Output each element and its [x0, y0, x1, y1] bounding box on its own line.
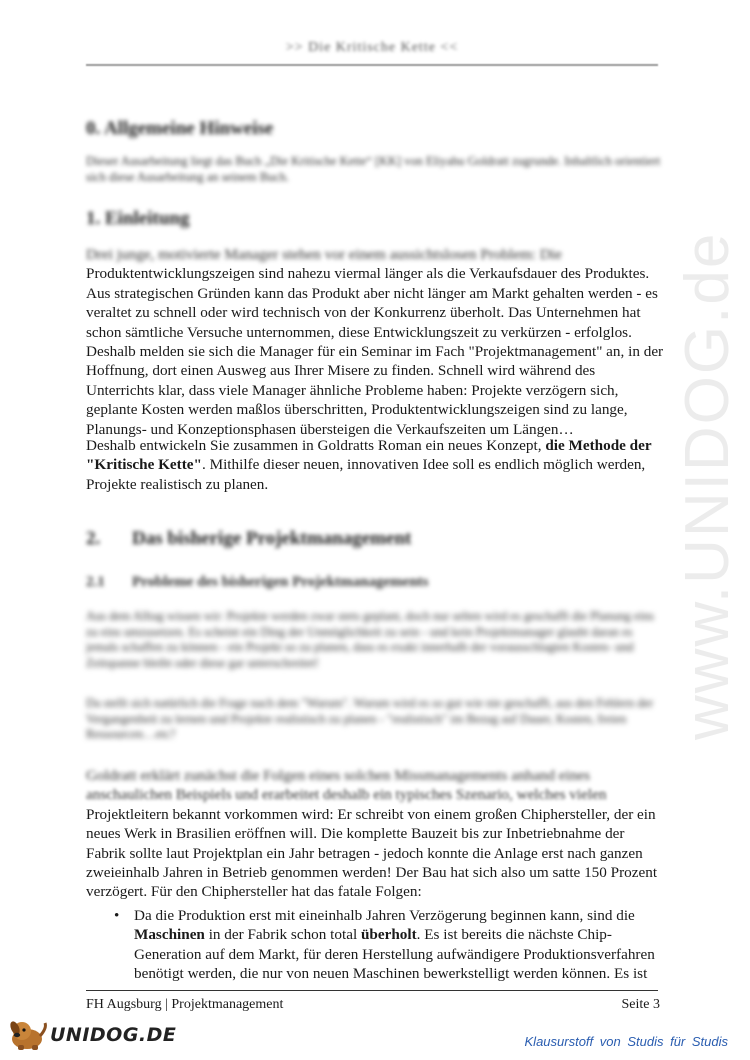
section-1-blurred-line: Drei junge, motivierte Manager stehen vor einem aussichtslosen Problem: Die [86, 246, 562, 263]
header-rule [86, 64, 658, 66]
page-number: Seite 3 [621, 997, 660, 1012]
section-2-1-para-3 [86, 766, 666, 902]
bullet-text-3: . Es ist bereits die nächste Chip-Generation auf dem Markt, für deren Herstellung aufwändigere Produktionsverfahren benötigt werden, die nur von neuen Maschinen bewerkstelligt werden können. Es ist [134, 926, 655, 983]
section-1-heading: 1. Einleitung [86, 208, 190, 229]
section-1-para-2-start: Deshalb entwickeln Sie zusammen in Goldratts Roman ein neues Konzept, [86, 437, 546, 454]
bullet-bold-1: Maschinen [134, 926, 205, 944]
list-item [86, 906, 666, 984]
section-0-heading: 0. Allgemeine Hinweise [86, 118, 274, 139]
section-2-1-title: Probleme des bisherigen Projektmanagements [132, 574, 429, 590]
section-2-1-blurred-line-a: Goldratt erklärt zunächst die Folgen eines solchen Missmanagements anhand eines [86, 767, 590, 784]
bullet-bold-2: überholt [360, 926, 417, 944]
consequence-list [86, 906, 666, 984]
section-1-text: Produktentwicklungszeigen sind nahezu viermal länger als die Verkaufsdauer des Produktes. Aus strategischen Gründen kann das Produkt aber nicht länger am Markt gehalten werden - es veraltet zu schnell oder wird technisch von der Konkurrenz überholt. Das Unternehmen hat schon sämtliche Versuche unternommen, diese Entwicklungszeit zu verkürzen - erfolglos. Deshalb melden sie sich die Manager für ein Seminar im Fach "Projektmanagement" an, in der Hoffnung, dort einen Ausweg aus Ihrer Misere zu finden. Schnell wird während des Unterrichts klar, dass viele Manager ähnliche Probleme haben: Projekte verzögern sich, geplante Kosten werden maßlos überschritten, Produktentwicklungszeigen sind zu lange, Planungs- und Konzeptionsphasen übersteigen die Verkaufszeiten um Längen… [86, 265, 664, 438]
section-2-1-para-1: Aus dem Alltag wissen wir: Projekte werden zwar stets geplant, doch nur selten wird es geschafft die Planung eins zu eins umzusetzen. Es scheint ein Ding der Unmöglichkeit zu sein - und kein Projektmanager glaubt daran es jemals schaffen zu können - ein Projekt so zu planen, dass es exakt innerhalb der vorausschlagten Kosten- und Zeitspanne bleibt oder diese gar unterschreitet! [86, 609, 654, 670]
unidog-logo[interactable] [6, 1018, 177, 1052]
bullet-text-2: in der Fabrik schon total [204, 926, 361, 944]
logo-text: UNIDOG.DE [50, 1024, 177, 1046]
section-2-heading [86, 528, 411, 550]
section-1-para-2-bold: die Methode der "Kritische Kette" [86, 437, 652, 474]
section-2-1-heading [86, 574, 429, 591]
section-2-1-number: 2.1 [86, 574, 105, 590]
page-header-title: >> Die Kritische Kette << [285, 40, 459, 55]
tagline: Klausurstoff von Studis für Studis [524, 1034, 728, 1049]
section-2-1-blurred-line-b: anschaulichen Beispiels und erarbeitet deshalb ein typisches Szenario, welches vielen [86, 786, 607, 804]
section-2-title: Das bisherige Projektmanagement [132, 528, 412, 549]
section-2-number: 2. [86, 528, 101, 549]
section-2-1-text: Projektleitern bekannt vorkommen wird: Er schreibt von einem großen Chiphersteller, der ein neues Werk in Brasilien eröffnen will. Die komplette Bauzeit bis zur Inbetriebnahme der Fabrik sollte laut Projektplan ein Jahr betragen - jedoch konnte die Anlage erst nach ganzen zweieinhalb Jahren in Betrieb genommen werden! Der Bau hat sich also um satte 150 Prozent verzögert. Für den Chiphersteller hat das fatale Folgen: [86, 805, 658, 901]
bullet-text-1: Da die Produktion erst mit eineinhalb Jahren Verzögerung beginnen kann, sind die [134, 907, 635, 924]
dog-icon [6, 1018, 50, 1052]
section-2-1-para-2: Da stellt sich natürlich die Frage nach dem "Warum". Warum wird es so gut wie nie geschafft, aus den Fehlern der Vergangenheit zu lernen und Projekte realistisch zu planen - "realistisch" im Bezug auf Dauer, Kosten, freien Ressourcen…etc? [86, 696, 654, 742]
section-0-text: Dieser Ausarbeitung liegt das Buch „Die Kritische Kette“ [KK] von Eliyahu Goldratt zugrunde. Inhaltlich orientiert sich diese Ausarbeitung an seinem Buch. [86, 154, 661, 184]
section-1-body [86, 245, 666, 439]
section-1-para-2 [86, 436, 666, 494]
footer-left-text: FH Augsburg | Projektmanagement [86, 997, 284, 1012]
section-1-para-2-end: . Mithilfe dieser neuen, innovativen Idee soll es endlich möglich werden, Projekte realistisch zu planen. [86, 456, 646, 493]
side-watermark: www.UNIDOG.de [673, 231, 742, 740]
bullet-icon: • [114, 907, 120, 924]
footer-rule [86, 990, 658, 991]
